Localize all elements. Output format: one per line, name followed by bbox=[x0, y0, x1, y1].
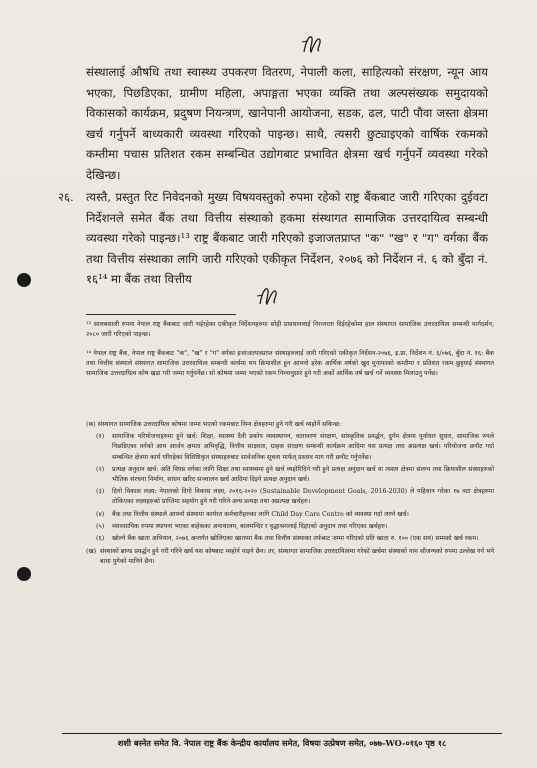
list-item bbox=[86, 487, 494, 507]
list-heading: (क) संस्थागत सामाजिक उत्तरदायित्व कोषमा जम्मा भएको रकमबाट निम्न क्षेत्रहरुमा हुने गरी खर्च व्यहोर्ने सकिन्छ: bbox=[86, 421, 342, 428]
list-marker: (४) bbox=[96, 510, 105, 518]
list-item-kha bbox=[86, 547, 494, 567]
list-item bbox=[86, 522, 494, 532]
list-item bbox=[86, 465, 494, 485]
list-marker: (३) bbox=[96, 488, 105, 496]
list-item-text: संस्थाको ब्राण्ड प्रवर्द्धन हुने गरी गरिने खर्च यस कोषबाट व्यहोर्न पाइने छैन। तर, संस्थागत सामाजिक उत्तरदायित्वमा गरेको खर्चमा संस्थाको नाम सौजन्यको रुपमा उल्लेख गर्न भने बाधा पुगेको मानिने छैन। bbox=[100, 548, 494, 566]
footnote-14-list bbox=[86, 420, 494, 568]
list-marker: (२) bbox=[96, 465, 105, 473]
footnote-14: ¹⁴ नेपाल राष्ट्र बैंक, नेपाल राष्ट्र बैंकबाट "क", "ख" र "ग" वर्गका इजाजतपत्रप्राप्त संस्थाहरुलाई जारी गरिएको एकीकृत निर्देशन-२०७६, इ.प्रा. निर्देशन नं. ६/०७६, बुँदा नं. १६: बैंक तथा वित्तीय संस्थाले संस्थागत सामाजिक उत्तरदायित्व सम्बन्धी कार्यमा थप क्रियाशील हुन आफ्नो हरेक आर्थिक वर्षको खुद मुनाफाको कम्तीमा १ प्रतिशत रकम छुट्टयाई संस्थागत सामाजिक उत्तरदायित्व कोष खडा गरी जम्मा गर्नुपर्नेछ। सो कोषमा जम्मा भएको रकम निम्नानुसार हुने गरी अर्को आर्थिक वर्ष खर्च गर्ने व्यवस्था मिलाउनु पर्नेछ। bbox=[86, 350, 494, 378]
punch-hole bbox=[17, 567, 31, 581]
list-marker: (६) bbox=[96, 535, 105, 543]
list-item-text: खोल्ने बैंक खाता अभियान, २०७६ अन्तर्गत खोलिएका खातामा बैंक तथा वित्तीय संस्थाका तर्फबाट जम्मा गरिएको प्रति खाता रु. १०० (एक सय) सम्मको खर्च रकम। bbox=[112, 535, 479, 543]
footer-rule bbox=[62, 733, 502, 734]
list-marker: (ख) bbox=[86, 548, 97, 556]
list-marker: (५) bbox=[96, 522, 105, 530]
footnote-separator bbox=[86, 314, 236, 315]
page-footer: शशी बस्नेत समेत वि. नेपाल राष्ट्र बैंक केन्द्रीय कार्यालय समेत, विषयः उत्प्रेषण समेत, ०७७-WO-०१६० पृष्ठ १८ bbox=[117, 738, 447, 748]
list-item-text: प्रत्यक्ष अनुदान खर्च: अति विपन्न वर्गका लागि शिक्षा तथा स्वास्थ्यमा हुने खर्च व्यहोरिदिने गरी हुने प्रत्यक्ष अनुदान खर्च वा त्यस्ता क्षेत्रमा संलग्न तथा क्रियाशील संस्थाहरुको भौतिक संरचना निर्माण, साधन खरिद सञ्चालन खर्च आदिमा दिइने प्रत्यक्ष अनुदान खर्च। bbox=[112, 465, 494, 484]
list-item-text: व्यावसायिक रुपमा स्थापना भएका बाहेकका अनाथालय, बालमन्दिर र वृद्धाश्रमलाई दिइएको अनुदान तथा गरिएका खर्चहरु। bbox=[112, 522, 388, 530]
list-item bbox=[86, 510, 494, 520]
paragraph-26 bbox=[58, 187, 488, 290]
list-item-text: बैंक तथा वित्तीय संस्थाले आफ्नो संस्थामा कार्यरत कर्मचारीहरुका लागि Child Day Care Centre को व्यवस्था गर्दा लाग्ने खर्च। bbox=[112, 510, 409, 518]
paragraph-number: २६. bbox=[58, 190, 74, 204]
initials-signature-mark bbox=[300, 30, 326, 56]
footnote-13: ¹³ सालबसाली रुपमा नेपाल राष्ट्र बैंकबाट जारी भईरहेका एकीकृत निर्देशनहरुमा सोही प्रावधानलाई निरन्तरता दिईरहेकोमा हाल संस्थागत सामाजिक उत्तरदायित्व सम्बन्धी मार्गदर्शन, २०८० जारी गरिएको पाइन्छ। bbox=[86, 321, 494, 339]
list-marker: (१) bbox=[96, 433, 105, 441]
punch-hole bbox=[17, 273, 31, 287]
list-item-text: दिगो विकास लक्ष्य: नेपालको दिगो विकास लक्ष्य, २०१६-२०२० (Sustainable Development Goals, 2016-2030) ले पहिचान गरेका १७ वटा क्षेत्रहरुमा तोकिएका लक्ष्यहरुको प्राप्तिमा सहयोग हुने गरी गरिने अन्य प्रत्यक्ष तथा अप्रत्यक्ष खर्चहरु। bbox=[112, 488, 494, 506]
list-item bbox=[86, 534, 494, 544]
list-item-text: सामाजिक परियोजनाहरुमा हुने खर्च: शिक्षा, स्वास्थ्य दैवी प्रकोप व्यवस्थापन, वातावरण संरक्षण, सांस्कृतिक प्रवर्द्धन, दुर्गम क्षेत्रमा पूर्वाधार सुधार, सामाजिक रुपले पिछडिएका वर्गको आय आर्जन क्षमता अभिवृद्धि, वित्तीय साक्षरता, ग्राहक संरक्षण सम्बन्धी कार्यक्रम आदिमा यस प्रत्यक्ष तथा अप्रत्यक्ष खर्च। परियोजना छनौट गर्दा सम्बन्धित क्षेत्रमा कार्य गरिरहेका विशिष्टिकृत संस्थाहरुबाट सार्वजनिक सूचना मार्फत् प्रस्ताव माग गरी छनौट गर्नुपर्नेछ। bbox=[112, 433, 494, 461]
paragraph-26-text: त्यस्तै, प्रस्तुत रिट निवेदनको मुख्य विषयवस्तुको रुपमा रहेको राष्ट्र बैंकबाट जारी गरिएका दुईवटा निर्देशनले समेत बैंक तथा वित्तीय संस्थाको हकमा संस्थागत सामाजिक उत्तरदायित्व सम्बन्धी व्यवस्था गरेको पाइन्छ।¹³ राष्ट्र बैंकबाट जारी गरिएको इजाजतप्राप्त "क" "ख" र "ग" वर्गका बैंक तथा वित्तीय संस्थाका लागि जारी गरिएको एकीकृत निर्देशन, २०७६ को निर्देशन नं. ६ को बुँदा नं. १६¹⁴ मा बैंक तथा वित्तीय bbox=[86, 190, 488, 287]
list-item bbox=[86, 432, 494, 463]
paragraph-continuation: संस्थालाई औषधि तथा स्वास्थ्य उपकरण वितरण, नेपाली कला, साहित्यको संरक्षण, न्यून आय भएका, पिछडिएका, ग्रामीण महिला, अपाङ्गता भएका व्यक्ति तथा अल्पसंख्यक समुदायको विकासको कार्यक्रम, प्रदुषण नियन्त्रण, खानेपानी आयोजना, सडक, ढल, पाटी पौवा जस्ता क्षेत्रमा खर्च गर्नुपर्ने बाध्यकारी व्यवस्था गरिएको पाइन्छ। साथै, त्यसरी छुट्याइएको वार्षिक रकमको कम्तीमा पचास प्रतिशत रकम सम्बन्धित उद्योगबाट प्रभावित क्षेत्रमा खर्च गर्नुपर्ने व्यवस्था गरेको देखिन्छ। bbox=[86, 65, 488, 182]
